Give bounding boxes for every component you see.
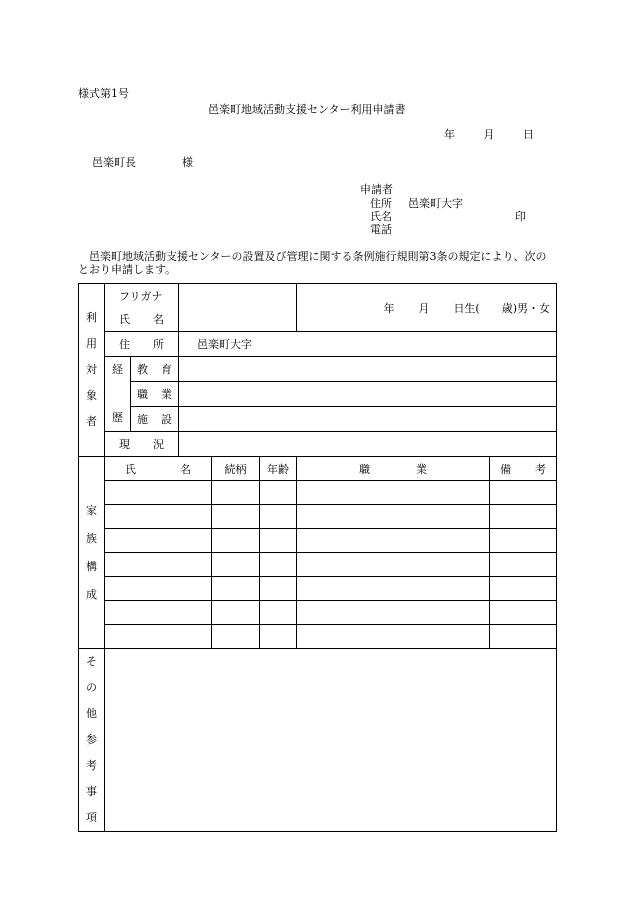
- history-label: 経 歴: [105, 357, 131, 432]
- family-row: [79, 553, 557, 577]
- education-label: 教 育: [131, 357, 179, 382]
- family-note-cell[interactable]: [490, 505, 557, 529]
- family-job-cell[interactable]: [297, 553, 490, 577]
- user-name-field[interactable]: [179, 308, 297, 332]
- family-relation-cell[interactable]: [212, 577, 260, 601]
- family-job-cell[interactable]: [297, 505, 490, 529]
- facility-label: 施 設: [131, 407, 179, 432]
- col-header-name: 氏 名: [105, 457, 212, 481]
- family-row: [79, 601, 557, 625]
- family-note-cell[interactable]: [490, 553, 557, 577]
- applicant-address-label: 住所: [370, 197, 392, 210]
- other-heading-char: そ: [86, 655, 97, 668]
- family-name-cell[interactable]: [105, 529, 212, 553]
- family-name-cell[interactable]: [105, 553, 212, 577]
- family-name-cell[interactable]: [105, 625, 212, 649]
- family-relation-cell[interactable]: [212, 505, 260, 529]
- col-header-job: 職 業: [297, 457, 490, 481]
- family-row: [79, 481, 557, 505]
- family-heading-char: 家: [86, 503, 97, 517]
- family-relation-cell[interactable]: [212, 529, 260, 553]
- user-heading-char: 象: [86, 389, 97, 402]
- family-age-cell[interactable]: [260, 553, 297, 577]
- date-month-label: 月: [483, 128, 495, 141]
- family-age-cell[interactable]: [260, 481, 297, 505]
- other-heading-char: 参: [86, 733, 97, 746]
- other-notes-field[interactable]: [105, 649, 557, 832]
- family-age-cell[interactable]: [260, 625, 297, 649]
- form-number: 様式第1号: [78, 87, 129, 100]
- family-name-cell[interactable]: [105, 481, 212, 505]
- family-job-cell[interactable]: [297, 577, 490, 601]
- date-day-label: 日: [523, 128, 534, 141]
- form-title: 邑楽町地域活動支援センター利用申請書: [208, 103, 406, 116]
- family-row: [79, 505, 557, 529]
- other-heading-char: 事: [86, 785, 97, 798]
- furigana-label: フリガナ: [105, 284, 179, 308]
- family-job-cell[interactable]: [297, 625, 490, 649]
- family-name-cell[interactable]: [105, 505, 212, 529]
- family-section-heading: [79, 457, 105, 649]
- family-name-cell[interactable]: [105, 601, 212, 625]
- family-note-cell[interactable]: [490, 481, 557, 505]
- family-job-cell[interactable]: [297, 529, 490, 553]
- occupation-label: 職 業: [131, 382, 179, 407]
- col-header-relation: 続柄: [212, 457, 260, 481]
- addressee: 邑楽町長: [92, 156, 136, 169]
- user-section-heading: [79, 284, 105, 457]
- family-relation-cell[interactable]: [212, 625, 260, 649]
- family-note-cell[interactable]: [490, 577, 557, 601]
- user-heading-char: 者: [86, 415, 97, 428]
- family-heading-char: 構: [86, 559, 97, 573]
- seal-mark: 印: [515, 210, 526, 223]
- family-name-cell[interactable]: [105, 577, 212, 601]
- other-heading-char: 項: [86, 811, 97, 824]
- family-age-cell[interactable]: [260, 601, 297, 625]
- applicant-phone-label: 電話: [370, 223, 392, 236]
- statement-text: 邑楽町地域活動支援センターの設置及び管理に関する条例施行規則第3条の規定により、次のとおり申請します。: [78, 250, 547, 276]
- birth-age-label: 歳)男・女: [501, 301, 551, 315]
- applicant-address-value[interactable]: 邑楽町大字: [408, 197, 463, 210]
- family-relation-cell[interactable]: [212, 553, 260, 577]
- family-job-cell[interactable]: [297, 481, 490, 505]
- family-age-cell[interactable]: [260, 505, 297, 529]
- family-note-cell[interactable]: [490, 625, 557, 649]
- family-note-cell[interactable]: [490, 529, 557, 553]
- birth-year-label: 年: [383, 301, 395, 315]
- other-heading-char: 考: [86, 759, 97, 772]
- current-status-label: 現 況: [105, 432, 179, 457]
- other-section-heading: [79, 649, 105, 832]
- user-address-field[interactable]: 邑楽町大字: [179, 332, 557, 357]
- user-heading-char: 利: [86, 311, 97, 324]
- other-heading-char: の: [86, 681, 97, 694]
- family-relation-cell[interactable]: [212, 601, 260, 625]
- honorific: 様: [182, 156, 193, 169]
- col-header-age: 年齢: [260, 457, 297, 481]
- family-heading-char: 族: [86, 531, 97, 545]
- date-year-label: 年: [444, 128, 455, 141]
- family-relation-cell[interactable]: [212, 481, 260, 505]
- family-job-cell[interactable]: [297, 601, 490, 625]
- family-row: [79, 529, 557, 553]
- user-heading-char: 用: [86, 337, 97, 350]
- family-age-cell[interactable]: [260, 577, 297, 601]
- facility-field[interactable]: [179, 407, 557, 432]
- application-table: [78, 283, 557, 832]
- birth-field[interactable]: [297, 284, 557, 332]
- family-note-cell[interactable]: [490, 601, 557, 625]
- occupation-field[interactable]: [179, 382, 557, 407]
- applicant-label: 申請者: [360, 183, 393, 196]
- furigana-field[interactable]: [179, 284, 297, 308]
- family-row: [79, 625, 557, 649]
- applicant-name-label: 氏名: [370, 210, 392, 223]
- family-heading-char: 成: [86, 587, 97, 601]
- date-line: [444, 129, 534, 140]
- current-status-field[interactable]: [179, 432, 557, 457]
- user-heading-char: 対: [86, 363, 97, 376]
- user-name-label: 氏 名: [105, 308, 179, 332]
- birth-month-label: 月: [418, 301, 430, 315]
- family-row: [79, 577, 557, 601]
- family-age-cell[interactable]: [260, 529, 297, 553]
- user-address-label: 住 所: [105, 332, 179, 357]
- col-header-note: 備 考: [490, 457, 557, 481]
- education-field[interactable]: [179, 357, 557, 382]
- other-heading-char: 他: [86, 707, 97, 720]
- birth-day-label: 日生(: [453, 301, 480, 315]
